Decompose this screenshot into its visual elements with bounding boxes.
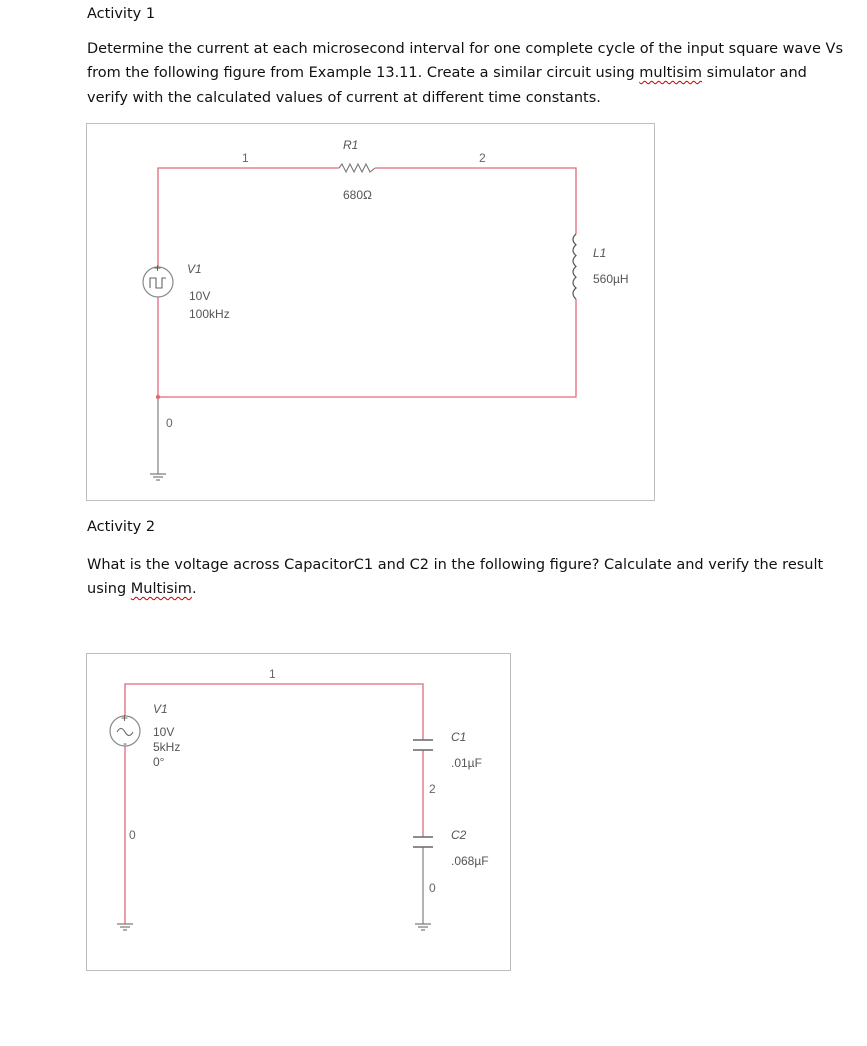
node-label-0-left: 0: [129, 828, 136, 842]
node-label-1: 1: [242, 151, 249, 165]
c2-name: C2: [451, 828, 467, 842]
activity2-line2-pre: using: [87, 581, 131, 597]
wire-top-right: [375, 168, 576, 234]
capacitor-c1-symbol: [413, 740, 433, 750]
activity2-line2-post: .: [191, 581, 197, 597]
rl-circuit-figure: [86, 123, 655, 501]
activity2-line1: What is the voltage across CapacitorC1 and C2 in the following figure? Calculate and verify the result: [87, 557, 824, 573]
activity2-heading: Activity 2: [87, 519, 156, 535]
inductor-name: L1: [593, 246, 607, 260]
source-frequency: 100kHz: [189, 307, 230, 321]
ground-symbol: [150, 474, 166, 480]
activity1-line2: [87, 61, 807, 86]
source-plus-sign: +: [154, 261, 162, 275]
ac-source-phase: 0°: [153, 755, 165, 769]
source-voltage: 10V: [189, 289, 211, 303]
capacitor-c2-symbol: [413, 837, 433, 847]
activity1-line1: Determine the current at each microsecond interval for one complete cycle of the input square wave Vs: [87, 41, 843, 57]
ac-source-voltage: 10V: [153, 725, 175, 739]
inductor-l1-symbol: [573, 234, 576, 299]
node-label-2: 2: [429, 782, 436, 796]
rl-circuit-diagram: [87, 124, 654, 500]
c2-value: .068µF: [451, 854, 489, 868]
ac-source-frequency: 5kHz: [153, 740, 181, 754]
ground-symbol-right: [415, 924, 431, 930]
source-name: V1: [187, 262, 202, 276]
c1-name: C1: [451, 730, 467, 744]
ac-source-plus: +: [121, 711, 129, 725]
c1-value: .01µF: [451, 756, 482, 770]
activity2-multisim-word: Multisim: [130, 581, 192, 597]
capacitor-circuit-diagram: [87, 654, 510, 970]
junction-dot: [156, 395, 160, 399]
activity1-multisim-word: multisim: [639, 65, 703, 81]
resistor-name: R1: [343, 138, 359, 152]
resistor-value: 680Ω: [343, 188, 372, 202]
resistor-r1-symbol: [339, 164, 375, 172]
capacitor-circuit-figure: [86, 653, 511, 971]
activity1-line3: verify with the calculated values of current at different time constants.: [87, 90, 601, 106]
ac-source-name: V1: [153, 702, 168, 716]
ground-symbol-left: [117, 924, 133, 930]
node-label-0: 0: [166, 416, 173, 430]
activity1-heading: Activity 1: [87, 6, 156, 22]
node-label-0-right: 0: [429, 881, 436, 895]
ac-source-minus: -: [123, 736, 127, 750]
activity1-line2-pre: from the following figure from Example 13.11. Create a similar circuit using: [87, 65, 640, 81]
activity1-line2-post: simulator and: [702, 65, 807, 81]
wire-top-left: [158, 168, 339, 268]
activity2-line2: [87, 577, 197, 602]
node-label-2: 2: [479, 151, 486, 165]
inductor-value: 560µH: [593, 272, 629, 286]
node-label-1: 1: [269, 667, 276, 681]
